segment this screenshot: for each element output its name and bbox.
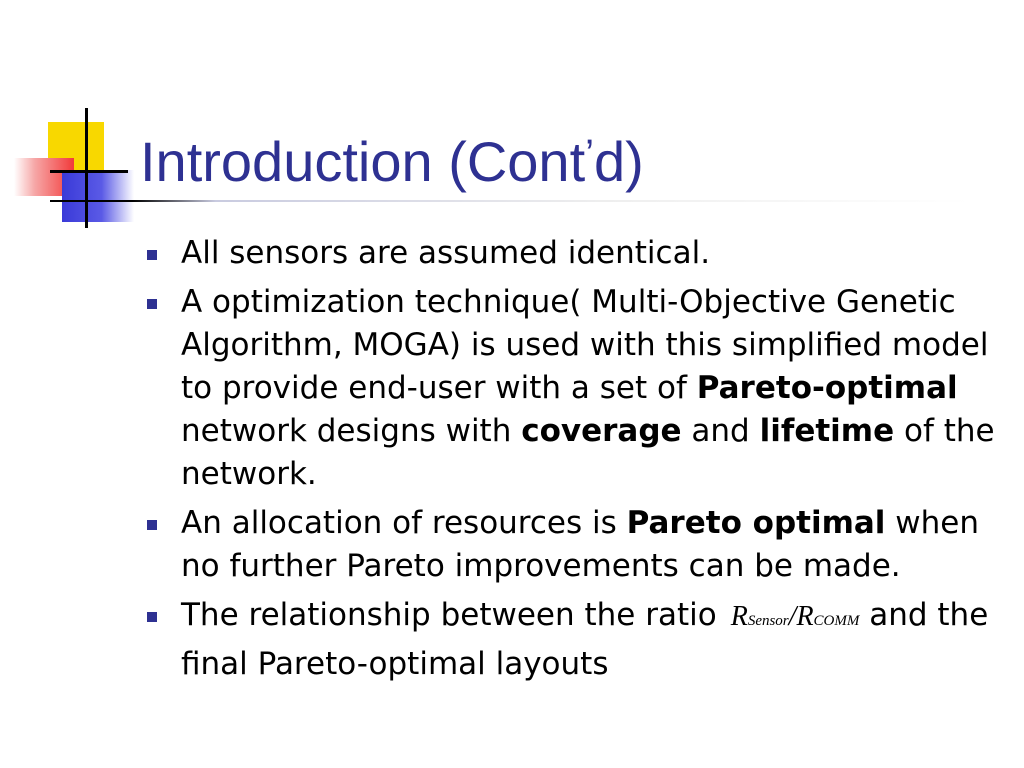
bullet-text: All sensors are assumed identical. xyxy=(181,235,711,271)
bold-term-lifetime: lifetime xyxy=(759,413,895,449)
bullet-text: of the network. xyxy=(181,413,995,492)
ratio-formula xyxy=(731,595,860,643)
bullet-text: An allocation of resources is xyxy=(181,505,627,541)
formula-sub-sensor: Sensor xyxy=(747,613,789,629)
decorative-logo xyxy=(0,0,160,240)
bullet-list xyxy=(145,232,1005,692)
title-underline-rule xyxy=(50,200,970,202)
bullet-text: network designs with xyxy=(181,413,522,449)
short-horizontal-rule xyxy=(50,170,128,173)
bullet-square-icon xyxy=(147,520,157,530)
formula-sub-comm: COMM xyxy=(813,613,860,629)
title-text: Introduction (Cont xyxy=(140,130,586,193)
bold-term-coverage: coverage xyxy=(521,413,682,449)
bullet-square-icon xyxy=(147,299,157,309)
formula-slash: / xyxy=(788,601,797,632)
blue-gradient-square xyxy=(62,170,134,222)
title-apostrophe: ’ xyxy=(585,132,595,176)
bullet-text: A optimization technique( Multi-Objective Genetic Algorithm, MOGA) is used with this simplified model to provide end-user with a set of xyxy=(181,284,989,406)
bullet-text: and the final Pareto-optimal layouts xyxy=(181,597,989,682)
bullet-item xyxy=(145,594,1005,686)
bullet-item xyxy=(145,281,1005,496)
formula-r-sensor: R xyxy=(730,601,748,632)
bullet-text: and xyxy=(681,413,760,449)
bullet-text: The relationship between the ratio xyxy=(181,597,717,633)
bullet-item xyxy=(145,232,1005,275)
bold-term-pareto-optimal: Pareto-optimal xyxy=(696,370,958,406)
bullet-square-icon xyxy=(147,612,157,622)
bullet-text: when no further Pareto improvements can be made. xyxy=(181,505,980,584)
slide-title xyxy=(140,118,644,198)
bullet-item xyxy=(145,502,1005,588)
formula-r-comm: R xyxy=(796,601,814,632)
bullet-square-icon xyxy=(147,250,157,260)
bold-term-pareto-optimal: Pareto optimal xyxy=(626,505,886,541)
vertical-rule xyxy=(85,108,88,228)
title-text-end: d) xyxy=(594,130,644,193)
